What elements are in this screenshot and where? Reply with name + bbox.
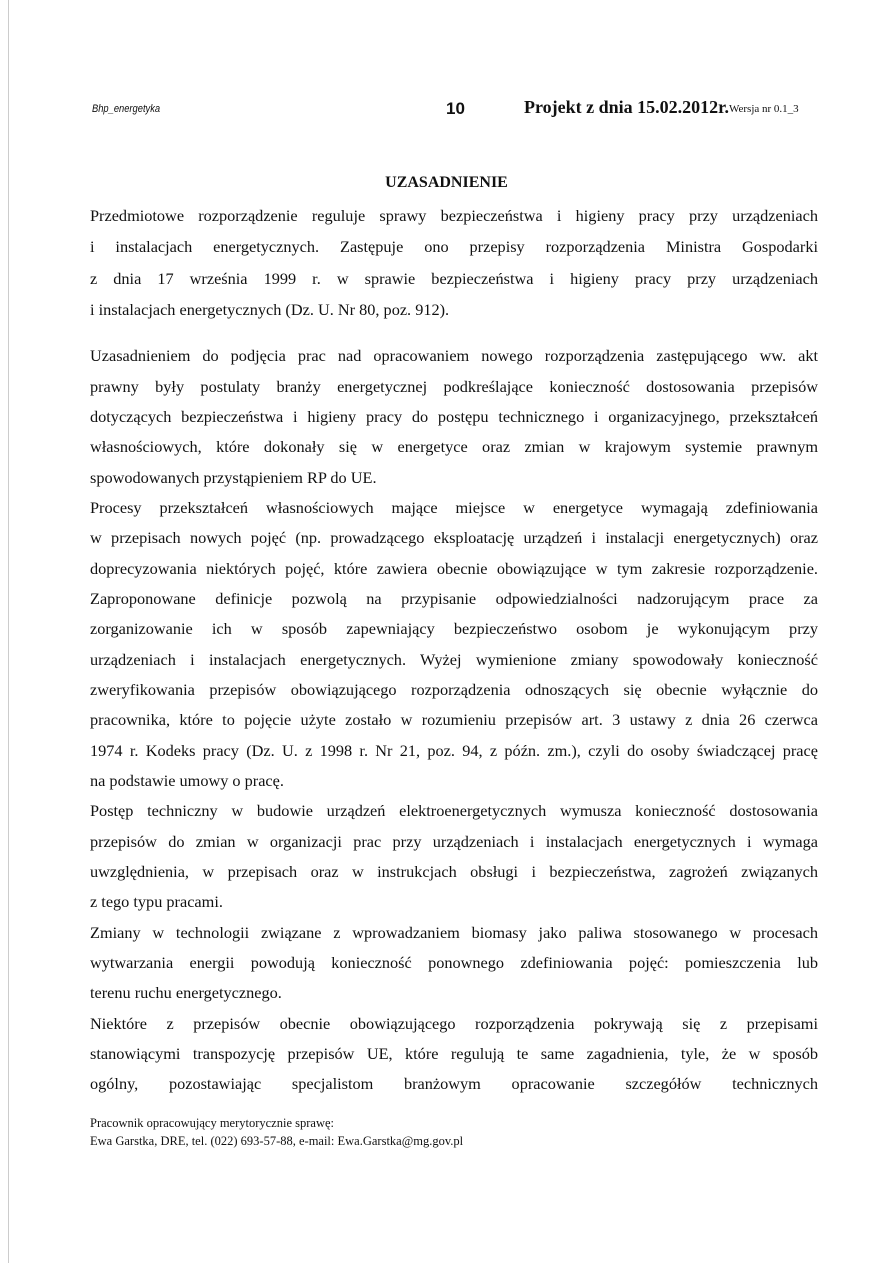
text-line: prawny były postulaty branży energetycznej podkreślające konieczność dostosowania przepisów (90, 376, 818, 396)
text-line: stanowiącymi transpozycję przepisów UE, które regulują te same zagadnienia, tyle, że w sposób (90, 1044, 818, 1064)
text-line: dotyczących bezpieczeństwa i higieny pracy do postępu technicznego i organizacyjnego, przekształceń (90, 406, 818, 426)
text-line: spowodowanych przystąpieniem RP do UE. (90, 467, 377, 487)
header-page-number: 10 (446, 99, 465, 118)
text-line: 1974 r. Kodeks pracy (Dz. U. z 1998 r. Nr 21, poz. 94, z późn. zm.), czyli do osoby świadczącej pracę (90, 740, 818, 760)
text-line: Przedmiotowe rozporządzenie reguluje sprawy bezpieczeństwa i higieny pracy przy urządzeniach (90, 206, 818, 225)
paragraph (90, 341, 818, 493)
text-line: z tego typu pracami. (90, 892, 223, 912)
text-line: wytwarzania energii powodują konieczność ponownego zdefiniowania pojęć: pomieszczenia lub (90, 953, 818, 973)
document-body (90, 200, 818, 1100)
paragraph-gap (90, 325, 818, 341)
text-line: Postęp techniczny w budowie urządzeń elektroenergetycznych wymusza konieczność dostosowania (90, 801, 818, 821)
text-line: własnościowych, które dokonały się w energetyce oraz zmian w krajowym systemie prawnym (90, 437, 818, 457)
text-line: w przepisach nowych pojęć (np. prowadzącego eksploatację urządzeń i instalacji energetycznych) oraz (90, 528, 818, 548)
paragraph (90, 796, 818, 917)
text-line: i instalacjach energetycznych (Dz. U. Nr 80, poz. 912). (90, 299, 450, 319)
text-line: na podstawie umowy o pracę. (90, 771, 284, 790)
text-line: doprecyzowania niektórych pojęć, które zawiera obecnie obowiązujące w tym zakresie rozporządzenie. (90, 558, 818, 578)
header-project-date: Projekt z dnia 15.02.2012r. (524, 97, 729, 117)
text-line: Procesy przekształceń własnościowych mające miejsce w energetyce wymagają zdefiniowania (90, 497, 818, 517)
text-line: Uzasadnieniem do podjęcia prac nad opracowaniem nowego rozporządzenia zastępującego ww. akt (90, 346, 818, 366)
text-line: z dnia 17 września 1999 r. w sprawie bezpieczeństwa i higieny pracy przy urządzeniach (90, 268, 818, 288)
footer-line-1: Pracownik opracowujący merytorycznie sprawę: (90, 1116, 335, 1130)
text-line: urządzeniach i instalacjach energetycznych. Wyżej wymienione zmiany spowodowały konieczność (90, 649, 818, 669)
text-line: Zmiany w technologii związane z wprowadzaniem biomasy jako paliwa stosowanego w procesach (90, 922, 818, 942)
footer-line-2: Ewa Garstka, DRE, tel. (022) 693-57-88, e-mail: Ewa.Garstka@mg.gov.pl (90, 1134, 464, 1148)
header-version: Wersja nr 0.1_3 (729, 103, 799, 115)
text-line: pracownika, które to pojęcie użyte zostało w rozumieniu przepisów art. 3 ustawy z dnia 26 czerwca (90, 710, 818, 730)
text-line: ogólny, pozostawiając specjalistom branżowym opracowanie szczegółów technicznych (90, 1074, 818, 1094)
paragraph (90, 493, 818, 796)
text-line: przepisów do zmian w organizacji prac przy urządzeniach i instalacjach energetycznych i wymaga (90, 831, 818, 851)
text-line: i instalacjach energetycznych. Zastępuje ono przepisy rozporządzenia Ministra Gospodarki (90, 237, 818, 257)
paragraph (90, 1009, 818, 1100)
text-line: terenu ruchu energetycznego. (90, 983, 282, 1003)
text-line: uwzględnienia, w przepisach oraz w instrukcjach obsługi i bezpieczeństwa, zagrożeń związanych (90, 862, 818, 882)
document-title: UZASADNIENIE (385, 174, 508, 191)
text-line: zweryfikowania przepisów obowiązującego rozporządzenia odnoszących się obecnie wyłącznie do (90, 679, 818, 699)
paragraph (90, 200, 818, 325)
header-document-name: Bhp_energetyka (92, 103, 161, 115)
text-line: Niektóre z przepisów obecnie obowiązującego rozporządzenia pokrywają się z przepisami (90, 1013, 818, 1033)
text-line: zorganizowanie ich w sposób zapewniający bezpieczeństwo osobom je wykonującym przy (90, 619, 818, 639)
paragraph (90, 918, 818, 1009)
footer-contact (90, 1114, 463, 1150)
text-line: Zaproponowane definicje pozwolą na przypisanie odpowiedzialności nadzorującym prace za (90, 588, 818, 608)
